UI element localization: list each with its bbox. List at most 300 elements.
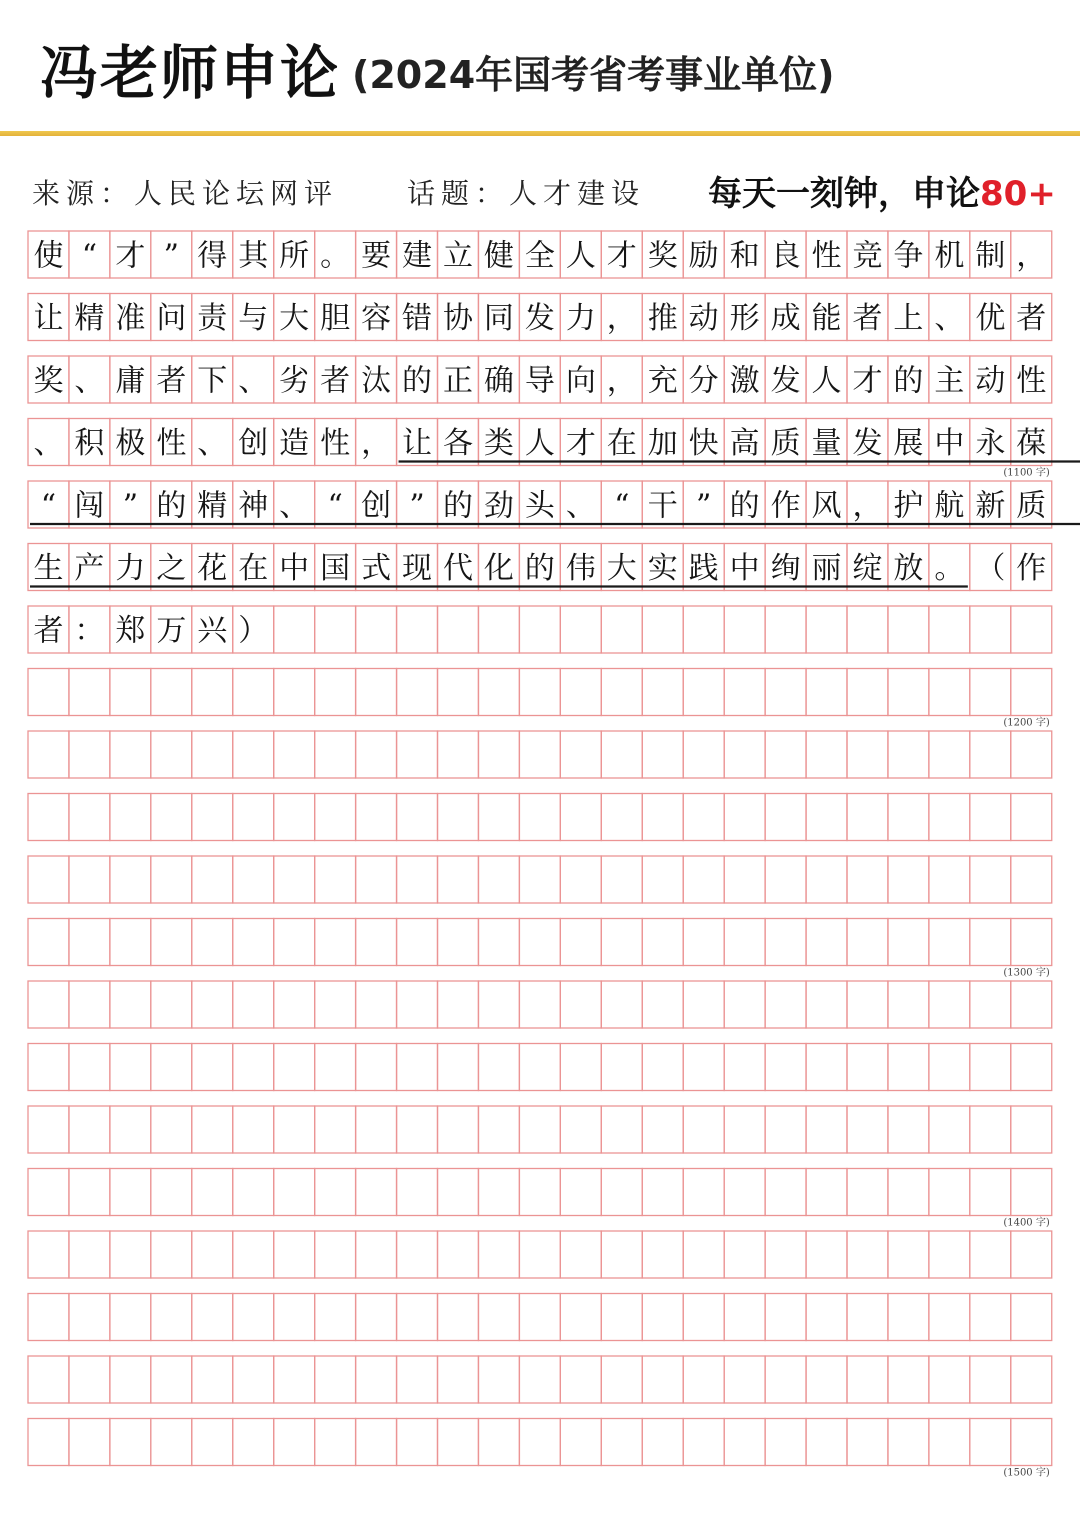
grid-cell: [315, 731, 356, 778]
essay-char: 能: [811, 301, 842, 336]
essay-char: 确: [483, 363, 514, 399]
essay-char: 性: [156, 426, 187, 461]
grid-cell: [110, 856, 151, 903]
grid-cell: [397, 1294, 438, 1341]
grid-cell: [274, 856, 315, 903]
essay-char: 造: [279, 426, 310, 461]
essay-char: 质: [770, 426, 801, 461]
grid-cell: [806, 731, 847, 778]
grid-cell: [806, 669, 847, 716]
grid-cell: [642, 794, 683, 841]
grid-cell: [69, 1419, 110, 1466]
essay-char: 质: [1016, 488, 1047, 524]
essay-char: 推: [647, 301, 678, 336]
grid-cell: [765, 1106, 806, 1153]
grid-cell: [438, 1106, 479, 1153]
grid-cell: [560, 606, 601, 653]
essay-char: ，: [361, 426, 392, 461]
grid-cell: [642, 1294, 683, 1341]
grid-cell: [601, 1169, 642, 1216]
grid-cell: [192, 1356, 233, 1403]
grid-cell: [438, 606, 479, 653]
grid-cell: [519, 606, 560, 653]
grid-cell: [519, 1044, 560, 1091]
grid-cell: [438, 794, 479, 841]
essay-char: 者: [33, 613, 64, 649]
grid-cell: [110, 794, 151, 841]
essay-char: 问: [156, 301, 187, 336]
grid-cell: [233, 731, 274, 778]
essay-char: “: [327, 488, 343, 524]
grid-cell: [233, 856, 274, 903]
grid-cell: [724, 1106, 765, 1153]
essay-char: 错: [402, 301, 433, 336]
grid-cell: [1011, 856, 1052, 903]
page-title: 冯老师申论: [40, 39, 341, 107]
essay-char: 之: [156, 551, 187, 586]
essay-char: 展: [893, 426, 924, 461]
grid-cell: [642, 856, 683, 903]
essay-char: 干: [647, 488, 678, 524]
grid-cell: [274, 1231, 315, 1278]
essay-char: 良: [770, 238, 801, 274]
essay-char: 葆: [1016, 426, 1047, 461]
grid-cell: [110, 981, 151, 1028]
essay-char: 精: [74, 301, 105, 336]
grid-cell: [683, 731, 724, 778]
grid-cell: [519, 1294, 560, 1341]
grid-cell: [847, 1231, 888, 1278]
grid-cell: [478, 794, 519, 841]
essay-char: 大: [279, 301, 310, 336]
grid-cell: [478, 856, 519, 903]
grid-cell: [478, 669, 519, 716]
grid-cell: [151, 1419, 192, 1466]
grid-cell: [192, 731, 233, 778]
word-count-marker: (1400 字): [1003, 1217, 1050, 1229]
essay-char: 中: [934, 426, 965, 461]
grid-cell: [560, 731, 601, 778]
grid-cell: [315, 1231, 356, 1278]
essay-char: 优: [975, 301, 1006, 336]
grid-cell: [192, 1231, 233, 1278]
grid-cell: [438, 856, 479, 903]
essay-char: 庸: [115, 363, 146, 399]
grid-cell: [683, 1169, 724, 1216]
grid-cell: [806, 1231, 847, 1278]
grid-cell: [192, 794, 233, 841]
essay-char: 建: [402, 238, 433, 274]
grid-cell: [929, 1169, 970, 1216]
essay-char: 者: [1016, 301, 1047, 336]
slogan-text: 每天一刻钟，申论: [708, 174, 980, 214]
grid-cell: [478, 1356, 519, 1403]
essay-char: 成: [770, 301, 801, 336]
essay-char: 、: [279, 488, 310, 524]
essay-char: 、: [934, 301, 965, 336]
grid-cell: [683, 606, 724, 653]
grid-cell: [28, 856, 69, 903]
grid-row: [28, 1356, 1052, 1403]
grid-row: [28, 856, 1052, 903]
grid-row: [28, 1419, 1052, 1466]
grid-cell: [970, 1419, 1011, 1466]
essay-char: 准: [115, 301, 146, 336]
grid-cell: [519, 794, 560, 841]
grid-cell: [151, 981, 192, 1028]
grid-cell: [274, 794, 315, 841]
essay-char: 中: [729, 551, 760, 586]
word-count-marker: (1200 字): [1003, 717, 1050, 729]
grid-cell: [438, 1044, 479, 1091]
grid-cell: [110, 1231, 151, 1278]
grid-cell: [929, 856, 970, 903]
grid-cell: [274, 981, 315, 1028]
grid-cell: [929, 981, 970, 1028]
grid-cell: [519, 731, 560, 778]
grid-cell: [929, 794, 970, 841]
essay-char: ”: [696, 488, 712, 524]
grid-cell: [397, 731, 438, 778]
grid-cell: [847, 606, 888, 653]
essay-char: 劣: [279, 363, 310, 399]
essay-char: 现: [402, 551, 433, 586]
essay-char: 各: [442, 426, 473, 461]
essay-char: 得: [197, 238, 228, 274]
essay-char: 要: [361, 238, 392, 274]
grid-cell: [356, 731, 397, 778]
grid-row: [28, 356, 1052, 403]
essay-char: 和: [729, 238, 760, 274]
grid-cell: [356, 794, 397, 841]
grid-cell: [806, 1356, 847, 1403]
grid-cell: [765, 606, 806, 653]
essay-char: 胆: [320, 301, 351, 336]
grid-cell: [478, 606, 519, 653]
grid-cell: [274, 1044, 315, 1091]
grid-cell: [1011, 1231, 1052, 1278]
grid-cell: [1011, 981, 1052, 1028]
grid-cell: [888, 1106, 929, 1153]
grid-cell: [192, 1044, 233, 1091]
grid-cell: [847, 1169, 888, 1216]
grid-cell: [315, 919, 356, 966]
grid-cell: [601, 1294, 642, 1341]
essay-char: 类: [483, 426, 514, 461]
grid-cell: [888, 1356, 929, 1403]
essay-char: 劲: [483, 488, 514, 524]
grid-cell: [28, 1294, 69, 1341]
essay-char: ”: [163, 238, 179, 274]
essay-char: 使: [33, 238, 64, 274]
essay-char: 创: [238, 426, 269, 461]
essay-char: 奖: [33, 363, 64, 399]
essay-char: 者: [320, 363, 351, 399]
grid-cell: [683, 856, 724, 903]
grid-cell: [315, 856, 356, 903]
essay-char: “: [40, 488, 57, 524]
grid-cell: [151, 919, 192, 966]
grid-cell: [315, 1419, 356, 1466]
grid-cell: [192, 981, 233, 1028]
essay-char: 下: [197, 363, 228, 399]
grid-cell: [478, 1169, 519, 1216]
grid-cell: [929, 731, 970, 778]
grid-cell: [929, 1294, 970, 1341]
grid-cell: [683, 1044, 724, 1091]
essay-char: 加: [647, 426, 678, 461]
grid-cell: [642, 1169, 683, 1216]
grid-cell: [397, 1169, 438, 1216]
grid-cell: [438, 669, 479, 716]
grid-cell: [438, 1231, 479, 1278]
essay-char: 争: [893, 238, 924, 274]
grid-cell: [438, 1419, 479, 1466]
grid-cell: [478, 1044, 519, 1091]
essay-char: 机: [934, 238, 965, 274]
essay-char: 的: [524, 551, 555, 586]
grid-cell: [642, 1106, 683, 1153]
grid-cell: [1011, 1106, 1052, 1153]
grid-cell: [724, 919, 765, 966]
grid-cell: [315, 1356, 356, 1403]
grid-cell: [888, 856, 929, 903]
grid-cell: [847, 1294, 888, 1341]
grid-cell: [438, 731, 479, 778]
grid-cell: [110, 1419, 151, 1466]
grid-cell: [642, 1419, 683, 1466]
grid-cell: [560, 794, 601, 841]
grid-row: [28, 1106, 1052, 1153]
grid-cell: [151, 1106, 192, 1153]
essay-char: 的: [729, 488, 760, 524]
essay-char: 花: [197, 551, 228, 586]
grid-cell: [724, 856, 765, 903]
essay-char: ，: [606, 363, 637, 399]
grid-cell: [397, 1106, 438, 1153]
essay-char: 绚: [770, 551, 801, 586]
grid-cell: [356, 669, 397, 716]
grid-cell: [192, 1419, 233, 1466]
grid-cell: [151, 794, 192, 841]
grid-cell: [970, 919, 1011, 966]
essay-char: 。: [934, 551, 965, 586]
grid-cell: [806, 1419, 847, 1466]
essay-char: 发: [852, 426, 883, 461]
grid-cell: [519, 981, 560, 1028]
grid-cell: [438, 981, 479, 1028]
grid-cell: [929, 669, 970, 716]
grid-cell: [724, 1231, 765, 1278]
grid-cell: [315, 1044, 356, 1091]
grid-cell: [274, 1106, 315, 1153]
essay-char: 才: [565, 426, 596, 461]
grid-cell: [1011, 731, 1052, 778]
grid-cell: [929, 1356, 970, 1403]
grid-cell: [970, 794, 1011, 841]
grid-cell: [683, 981, 724, 1028]
grid-cell: [642, 606, 683, 653]
grid-cell: [847, 731, 888, 778]
grid-cell: [970, 1294, 1011, 1341]
grid-row: [28, 669, 1052, 716]
grid-cell: [601, 1106, 642, 1153]
grid-cell: [397, 606, 438, 653]
essay-char: 精: [197, 488, 228, 524]
grid-cell: [806, 1169, 847, 1216]
essay-char: 在: [238, 551, 269, 586]
grid-cell: [315, 669, 356, 716]
essay-char: 头: [524, 488, 555, 524]
grid-cell: [560, 1294, 601, 1341]
essay-char: 正: [442, 363, 473, 399]
grid-cell: [438, 919, 479, 966]
grid-cell: [888, 1294, 929, 1341]
grid-cell: [69, 1231, 110, 1278]
grid-cell: [356, 606, 397, 653]
grid-cell: [560, 669, 601, 716]
grid-cell: [560, 1044, 601, 1091]
grid-cell: [28, 1231, 69, 1278]
grid-cell: [28, 919, 69, 966]
grid-cell: [888, 1231, 929, 1278]
essay-char: 式: [361, 551, 392, 586]
grid-cell: [560, 856, 601, 903]
grid-cell: [806, 919, 847, 966]
essay-char: 闯: [74, 488, 105, 524]
grid-cell: [315, 981, 356, 1028]
grid-cell: [1011, 1169, 1052, 1216]
grid-cell: [683, 1294, 724, 1341]
essay-char: 性: [320, 426, 351, 461]
grid-cell: [847, 1356, 888, 1403]
essay-char: 践: [688, 551, 719, 586]
grid-cell: [683, 669, 724, 716]
grid-cell: [397, 669, 438, 716]
grid-cell: [519, 1169, 560, 1216]
grid-cell: [397, 1419, 438, 1466]
essay-char: 性: [1016, 363, 1047, 399]
grid-cell: [69, 731, 110, 778]
grid-cell: [151, 1044, 192, 1091]
essay-char: 、: [197, 426, 228, 461]
grid-cell: [601, 794, 642, 841]
grid-cell: [69, 1356, 110, 1403]
grid-cell: [438, 1356, 479, 1403]
essay-char: 竞: [852, 238, 883, 274]
word-count-marker: (1300 字): [1003, 967, 1050, 979]
essay-char: 新: [975, 488, 1006, 524]
grid-cell: [683, 1356, 724, 1403]
grid-cell: [601, 606, 642, 653]
essay-char: 积: [74, 426, 105, 461]
grid-cell: [806, 981, 847, 1028]
grid-cell: [151, 669, 192, 716]
grid-cell: [438, 1169, 479, 1216]
grid-cell: [765, 981, 806, 1028]
grid-cell: [560, 1106, 601, 1153]
essay-char: 中: [279, 551, 310, 586]
grid-cell: [356, 1231, 397, 1278]
grid-cell: [683, 919, 724, 966]
essay-char: 激: [729, 363, 760, 399]
grid-cell: [929, 1106, 970, 1153]
essay-char: 丽: [811, 551, 842, 586]
grid-cell: [1011, 1044, 1052, 1091]
grid-cell: [397, 1231, 438, 1278]
grid-cell: [560, 919, 601, 966]
grid-cell: [28, 1106, 69, 1153]
grid-row: [28, 231, 1052, 278]
grid-cell: [438, 1294, 479, 1341]
essay-char: 人: [524, 426, 555, 461]
essay-char: 性: [811, 238, 842, 274]
essay-char: 才: [852, 363, 883, 399]
grid-cell: [233, 1169, 274, 1216]
grid-cell: [642, 1231, 683, 1278]
grid-cell: [1011, 1294, 1052, 1341]
grid-cell: [724, 981, 765, 1028]
essay-char: 健: [483, 238, 514, 274]
grid-cell: [110, 669, 151, 716]
grid-cell: [1011, 1356, 1052, 1403]
essay-char: 人: [565, 238, 596, 274]
essay-char: 奖: [647, 238, 678, 274]
grid-cell: [560, 1419, 601, 1466]
essay-char: 航: [934, 488, 965, 524]
grid-cell: [478, 731, 519, 778]
grid-cell: [274, 606, 315, 653]
grid-cell: [233, 1356, 274, 1403]
grid-cell: [110, 1356, 151, 1403]
grid-cell: [1011, 794, 1052, 841]
grid-cell: [356, 919, 397, 966]
grid-cell: [69, 856, 110, 903]
grid-cell: [233, 1106, 274, 1153]
grid-cell: [970, 1044, 1011, 1091]
grid-cell: [724, 794, 765, 841]
essay-char: 汰: [361, 363, 392, 399]
grid-cell: [478, 1294, 519, 1341]
essay-char: 分: [688, 363, 719, 399]
grid-cell: [151, 1231, 192, 1278]
essay-char: 万: [156, 613, 187, 649]
grid-cell: [356, 1419, 397, 1466]
grid-cell: [519, 1419, 560, 1466]
grid-cell: [192, 1106, 233, 1153]
essay-char: 所: [279, 238, 310, 274]
grid-cell: [724, 606, 765, 653]
essay-char: 发: [770, 363, 801, 399]
grid-cell: [1011, 919, 1052, 966]
grid-cell: [356, 856, 397, 903]
word-count-marker: (1100 字): [1003, 467, 1050, 479]
essay-char: ，: [606, 301, 637, 336]
grid-cell: [847, 1419, 888, 1466]
essay-char: 充: [647, 363, 678, 399]
essay-char: 者: [156, 363, 187, 399]
grid-cell: [315, 1106, 356, 1153]
grid-cell: [888, 731, 929, 778]
grid-cell: [478, 1106, 519, 1153]
grid-row: [28, 294, 1052, 341]
grid-cell: [929, 606, 970, 653]
grid-cell: [601, 669, 642, 716]
grid-cell: [69, 794, 110, 841]
grid-cell: [888, 919, 929, 966]
essay-char: 的: [156, 488, 187, 524]
grid-cell: [970, 1231, 1011, 1278]
